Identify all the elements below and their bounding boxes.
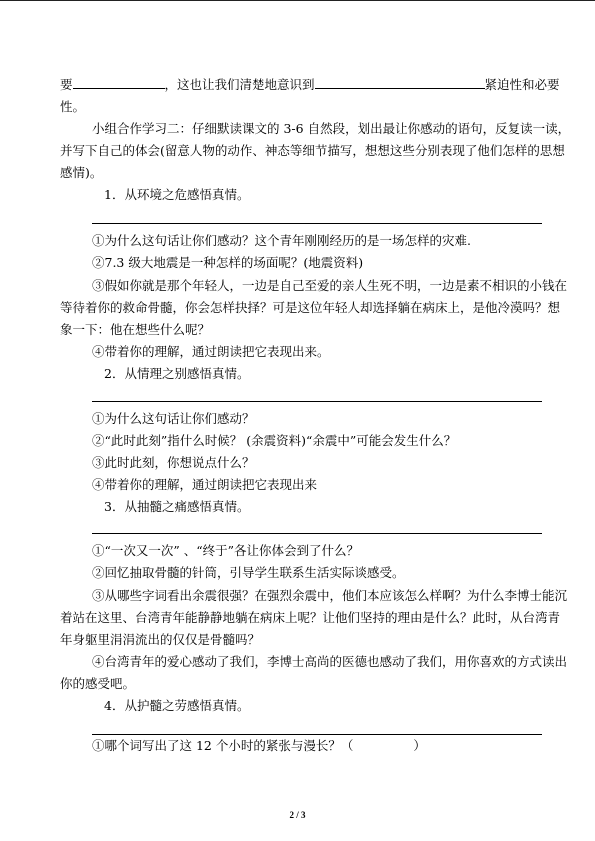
- s3-question-4b: 你的感受吧。: [60, 676, 136, 691]
- section-1-title: 1．从环境之危感悟真情。: [104, 187, 250, 202]
- s1-question-2: ②7.3 级大地震是一种怎样的场面呢？(地震资料): [92, 255, 364, 270]
- s1-question-3c: 象一下：他在想些什么呢？: [60, 322, 211, 337]
- s3-question-2: ②回忆抽取骨髓的针筒，引导学生联系生活实际谈感受。: [92, 565, 405, 580]
- text-line-4: 并写下自己的体会(留意人物的动作、神态等细节描写，想想这些分别表现了他们怎样的思想: [60, 143, 565, 158]
- answer-line-2: [92, 401, 542, 402]
- s1-question-4: ④带着你的理解，通过朗读把它表现出来。: [92, 344, 330, 359]
- answer-line-3: [92, 533, 542, 534]
- fill-blank-1: [73, 76, 165, 89]
- s3-question-3c: 年身躯里涓涓流出的仅仅是骨髓吗？: [60, 632, 261, 647]
- text-fragment: ①哪个词写出了这 12 个小时的紧张与漫长？（: [92, 738, 354, 753]
- s1-question-1: ①为什么这句话让你们感动？这个青年刚刚经历的是一场怎样的灾难.: [92, 233, 471, 248]
- s2-question-2: ②“此时此刻”指什么时候？ (余震资料)“余震中”可能会发生什么？: [92, 433, 457, 448]
- section-2-title: 2．从情理之别感悟真情。: [104, 366, 250, 381]
- answer-line-1: [92, 223, 542, 224]
- text-fragment: ，这也让我们清楚地意识到: [164, 77, 315, 92]
- s4-question-1: [92, 737, 426, 755]
- page-top-border: [0, 0, 595, 1]
- section-3-title: 3．从抽髓之痛感悟真情。: [104, 499, 250, 514]
- s2-question-3: ③此时此刻，你想说点什么？: [92, 455, 255, 470]
- fill-blank-2: [315, 76, 485, 89]
- s1-question-3b: 等待着你的救命骨髓，你会怎样抉择？可是这位年轻人却选择躺在病床上，是他冷漠吗？想: [60, 300, 561, 315]
- text-line-5: 感情)。: [60, 165, 103, 180]
- s1-question-3a: ③假如你就是那个年轻人，一边是自己至爱的亲人生死不明，一边是素不相识的小钱在: [92, 278, 568, 293]
- s3-question-4a: ④台湾青年的爱心感动了我们，李博士高尚的医德也感动了我们，用你喜欢的方式读出: [92, 654, 568, 669]
- page-number: 2 / 3: [289, 810, 306, 820]
- text-line-3: 小组合作学习二：仔细默读课文的 3-6 自然段，划出最让你感动的语句，反复读一读，: [92, 121, 571, 136]
- text-line-1: [60, 76, 560, 94]
- section-4-title: 4．从护髓之劳感悟真情。: [104, 698, 250, 713]
- text-fragment: 要: [60, 77, 73, 92]
- text-fragment: 紧迫性和必要: [484, 77, 560, 92]
- s3-question-3a: ③从哪些字词看出余震很强？在强烈余震中，他们本应该怎么样啊？为什么李博士能沉: [92, 588, 568, 603]
- s2-question-4: ④带着你的理解，通过朗读把它表现出来: [92, 477, 318, 492]
- s3-question-1: ①“一次又一次” 、“终于”各让你体会到了什么？: [92, 543, 360, 558]
- text-fragment: ）: [413, 738, 426, 753]
- answer-line-4: [92, 734, 542, 735]
- text-line-2: 性。: [60, 99, 86, 114]
- s2-question-1: ①为什么这句话让你们感动？: [92, 411, 255, 426]
- s3-question-3b: 着站在这里、台湾青年能静静地躺在病床上呢？让他们坚持的理由是什么？此时，从台湾青: [60, 610, 561, 625]
